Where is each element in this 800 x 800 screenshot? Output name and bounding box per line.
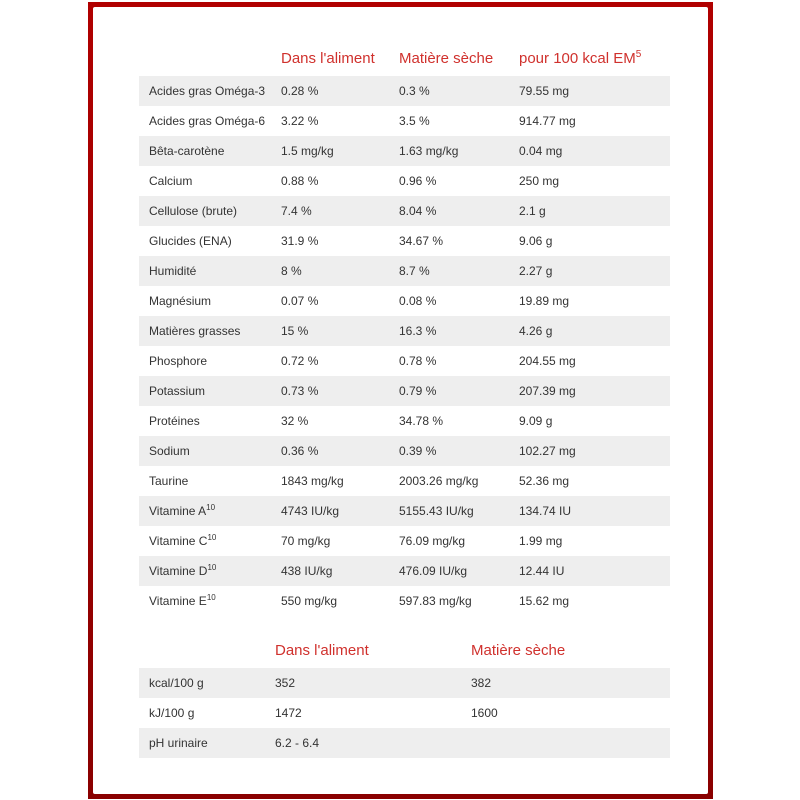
energy-in-food <box>275 698 471 728</box>
energy-in-food-text: 1472 <box>275 706 302 720</box>
energy-name-text: kJ/100 g <box>149 706 195 720</box>
nutrient-dry-matter <box>399 226 519 256</box>
nutrient-per-100-kcal-text: 4.26 g <box>519 324 553 338</box>
nutrient-per-100-kcal <box>519 316 670 346</box>
nutrient-row <box>139 346 670 376</box>
nutrient-in-food-text: 70 mg/kg <box>281 534 331 548</box>
nutrient-in-food-text: 0.07 % <box>281 294 319 308</box>
nutrient-dry-matter-text: 2003.26 mg/kg <box>399 474 479 488</box>
nutrient-per-100-kcal-text: 1.99 mg <box>519 534 563 548</box>
energy-dry-matter <box>471 698 670 728</box>
nutrient-dry-matter-text: 76.09 mg/kg <box>399 534 466 548</box>
energy-dry-matter-text: 1600 <box>471 706 498 720</box>
nutrient-in-food-text: 0.88 % <box>281 174 319 188</box>
nutrient-in-food <box>281 376 399 406</box>
nutrient-per-100-kcal-text: 2.27 g <box>519 264 553 278</box>
nutrient-dry-matter <box>399 436 519 466</box>
red-frame <box>88 2 713 799</box>
nutrient-row <box>139 226 670 256</box>
nutrient-per-100-kcal-text: 15.62 mg <box>519 594 570 608</box>
nutrient-name <box>139 136 281 166</box>
nutrient-in-food-text: 550 mg/kg <box>281 594 338 608</box>
nutrient-dry-matter <box>399 496 519 526</box>
nutrient-dry-matter <box>399 586 519 616</box>
energy-table <box>139 633 670 758</box>
nutrient-per-100-kcal-text: 250 mg <box>519 174 560 188</box>
nutrient-name <box>139 436 281 466</box>
nutrient-in-food <box>281 136 399 166</box>
nutrient-row <box>139 496 670 526</box>
nutrient-dry-matter-text: 1.63 mg/kg <box>399 144 459 158</box>
nutrient-name <box>139 496 281 526</box>
nutrient-in-food-text: 8 % <box>281 264 302 278</box>
nutrient-dry-matter <box>399 406 519 436</box>
nutrient-in-food-text: 7.4 % <box>281 204 312 218</box>
nutrient-per-100-kcal <box>519 196 670 226</box>
nutrient-per-100-kcal <box>519 256 670 286</box>
nutrient-dry-matter-text: 0.39 % <box>399 444 437 458</box>
nutrient-name-text: Taurine <box>149 474 189 488</box>
nutrients-table <box>139 41 670 616</box>
nutrient-in-food-text: 3.22 % <box>281 114 319 128</box>
nutrient-in-food-text: 1.5 mg/kg <box>281 144 334 158</box>
nutrient-dry-matter-text: 34.78 % <box>399 414 444 428</box>
nutrient-dry-matter <box>399 196 519 226</box>
nutrient-name-text: Sodium <box>149 444 190 458</box>
nutrient-in-food <box>281 196 399 226</box>
nutrient-in-food <box>281 76 399 106</box>
nutrient-row <box>139 106 670 136</box>
nutrient-name-text: Vitamine D <box>149 564 208 578</box>
nutrient-name <box>139 286 281 316</box>
nutrient-name <box>139 466 281 496</box>
footnote-ref: 10 <box>206 593 216 602</box>
nutrient-in-food <box>281 496 399 526</box>
nutrient-per-100-kcal-text: 79.55 mg <box>519 84 570 98</box>
nutrient-per-100-kcal-text: 204.55 mg <box>519 354 576 368</box>
nutrient-dry-matter-text: 0.78 % <box>399 354 437 368</box>
nutrient-row <box>139 526 670 556</box>
nutrient-per-100-kcal <box>519 106 670 136</box>
nutrient-dry-matter-text: 5155.43 IU/kg <box>399 504 474 518</box>
nutrient-dry-matter-text: 0.08 % <box>399 294 437 308</box>
nutrient-dry-matter-text: 16.3 % <box>399 324 437 338</box>
nutrient-row <box>139 466 670 496</box>
nutrient-name <box>139 346 281 376</box>
nutrient-name-text: Vitamine C <box>149 534 208 548</box>
energy-name <box>139 668 275 698</box>
nutrient-in-food <box>281 346 399 376</box>
nutrient-row <box>139 316 670 346</box>
nutrient-in-food <box>281 286 399 316</box>
energy-in-food-text: 6.2 - 6.4 <box>275 736 320 750</box>
nutrient-per-100-kcal <box>519 166 670 196</box>
nutrient-in-food-text: 4743 IU/kg <box>281 504 340 518</box>
nutrient-per-100-kcal <box>519 556 670 586</box>
nutrient-dry-matter <box>399 526 519 556</box>
nutrient-dry-matter-text: 8.7 % <box>399 264 430 278</box>
nutrient-per-100-kcal <box>519 406 670 436</box>
nutrient-name <box>139 166 281 196</box>
nutrient-per-100-kcal-text: 19.89 mg <box>519 294 570 308</box>
nutrient-name <box>139 106 281 136</box>
nutrient-per-100-kcal-text: 102.27 mg <box>519 444 576 458</box>
nutrient-in-food <box>281 106 399 136</box>
nutrient-per-100-kcal-text: 12.44 IU <box>519 564 565 578</box>
nutrient-dry-matter-text: 0.3 % <box>399 84 430 98</box>
nutrient-in-food <box>281 316 399 346</box>
energy-dry-matter-text: 382 <box>471 676 492 690</box>
nutrient-name-text: Phosphore <box>149 354 208 368</box>
nutrient-per-100-kcal <box>519 496 670 526</box>
content-panel <box>93 7 708 794</box>
header-footnote-ref: 5 <box>635 49 642 60</box>
nutrient-name-text: Vitamine A <box>149 504 207 518</box>
nutrient-row <box>139 196 670 226</box>
nutrient-name-text: Matières grasses <box>149 324 241 338</box>
nutrient-per-100-kcal <box>519 436 670 466</box>
nutrient-name <box>139 526 281 556</box>
energy-header-in-food: Dans l'aliment <box>275 642 369 659</box>
energy-name-text: kcal/100 g <box>149 676 204 690</box>
nutrient-row <box>139 376 670 406</box>
footnote-ref: 10 <box>207 563 217 572</box>
header-per-100-kcal <box>519 41 670 76</box>
nutrient-row <box>139 256 670 286</box>
nutrient-row <box>139 406 670 436</box>
footnote-ref: 10 <box>207 533 217 542</box>
nutrient-name <box>139 256 281 286</box>
nutrient-name <box>139 376 281 406</box>
nutrient-per-100-kcal-text: 914.77 mg <box>519 114 576 128</box>
nutrient-in-food <box>281 166 399 196</box>
nutrient-name-text: Vitamine E <box>149 594 207 608</box>
nutrient-in-food <box>281 226 399 256</box>
energy-header-row <box>139 633 670 668</box>
nutrient-dry-matter-text: 8.04 % <box>399 204 437 218</box>
nutrient-in-food <box>281 466 399 496</box>
header-dry-matter: Matière sèche <box>399 50 494 67</box>
nutrient-name-text: Calcium <box>149 174 193 188</box>
nutrient-dry-matter-text: 0.79 % <box>399 384 437 398</box>
nutrient-per-100-kcal <box>519 226 670 256</box>
nutrient-in-food-text: 31.9 % <box>281 234 319 248</box>
nutrient-dry-matter-text: 3.5 % <box>399 114 430 128</box>
nutrient-in-food-text: 1843 mg/kg <box>281 474 344 488</box>
nutrient-name-text: Humidité <box>149 264 197 278</box>
nutrient-row <box>139 286 670 316</box>
nutrient-dry-matter <box>399 346 519 376</box>
nutrient-per-100-kcal-text: 2.1 g <box>519 204 546 218</box>
nutrient-in-food-text: 0.36 % <box>281 444 319 458</box>
nutrient-name-text: Potassium <box>149 384 206 398</box>
nutrient-in-food <box>281 526 399 556</box>
nutrient-per-100-kcal <box>519 526 670 556</box>
energy-header-name <box>139 633 275 668</box>
nutrient-name-text: Bêta-carotène <box>149 144 225 158</box>
nutrient-dry-matter <box>399 76 519 106</box>
header-nutrient <box>139 41 281 76</box>
nutrient-dry-matter-text: 476.09 IU/kg <box>399 564 468 578</box>
nutrient-dry-matter-text: 0.96 % <box>399 174 437 188</box>
nutrient-per-100-kcal-text: 0.04 mg <box>519 144 563 158</box>
header-per-100-kcal-label: pour 100 kcal EM <box>519 50 636 67</box>
nutrient-dry-matter <box>399 316 519 346</box>
nutrient-name-text: Cellulose (brute) <box>149 204 238 218</box>
energy-dry-matter <box>471 728 670 758</box>
nutrient-per-100-kcal-text: 9.09 g <box>519 414 553 428</box>
energy-dry-matter <box>471 668 670 698</box>
nutrient-name <box>139 406 281 436</box>
nutrient-in-food <box>281 256 399 286</box>
nutrients-header-row <box>139 41 670 76</box>
energy-row <box>139 668 670 698</box>
nutrient-dry-matter <box>399 166 519 196</box>
nutrient-per-100-kcal <box>519 466 670 496</box>
nutrient-per-100-kcal <box>519 286 670 316</box>
nutrient-dry-matter <box>399 466 519 496</box>
nutrient-row <box>139 136 670 166</box>
energy-in-food <box>275 728 471 758</box>
nutrient-per-100-kcal-text: 9.06 g <box>519 234 553 248</box>
nutrient-name <box>139 586 281 616</box>
nutrient-name <box>139 226 281 256</box>
nutrient-row <box>139 556 670 586</box>
nutrient-per-100-kcal <box>519 586 670 616</box>
nutrient-per-100-kcal-text: 207.39 mg <box>519 384 576 398</box>
nutrient-name-text: Protéines <box>149 414 200 428</box>
energy-name <box>139 698 275 728</box>
nutrient-in-food <box>281 586 399 616</box>
nutrient-name-text: Magnésium <box>149 294 212 308</box>
nutrient-in-food <box>281 556 399 586</box>
nutrient-dry-matter <box>399 256 519 286</box>
nutrient-per-100-kcal <box>519 376 670 406</box>
nutrient-in-food-text: 0.73 % <box>281 384 319 398</box>
nutrient-dry-matter-text: 34.67 % <box>399 234 444 248</box>
nutrient-in-food-text: 438 IU/kg <box>281 564 333 578</box>
nutrient-row <box>139 76 670 106</box>
nutrient-name <box>139 556 281 586</box>
energy-in-food <box>275 668 471 698</box>
energy-header-dry-matter: Matière sèche <box>471 642 566 659</box>
nutrient-name <box>139 76 281 106</box>
energy-name <box>139 728 275 758</box>
nutrient-in-food <box>281 436 399 466</box>
nutrient-dry-matter <box>399 556 519 586</box>
nutrient-per-100-kcal <box>519 76 670 106</box>
nutrient-name-text: Acides gras Oméga-6 <box>149 114 266 128</box>
energy-in-food-text: 352 <box>275 676 296 690</box>
nutrient-in-food <box>281 406 399 436</box>
nutrient-dry-matter <box>399 286 519 316</box>
energy-row <box>139 728 670 758</box>
nutrient-name <box>139 316 281 346</box>
nutrient-row <box>139 166 670 196</box>
nutrient-per-100-kcal <box>519 346 670 376</box>
nutrient-name <box>139 196 281 226</box>
nutrient-dry-matter <box>399 376 519 406</box>
nutrient-row <box>139 586 670 616</box>
nutrient-per-100-kcal-text: 52.36 mg <box>519 474 570 488</box>
footnote-ref: 10 <box>206 503 216 512</box>
nutrient-name-text: Acides gras Oméga-3 <box>149 84 266 98</box>
nutrient-per-100-kcal <box>519 136 670 166</box>
nutrient-in-food-text: 0.28 % <box>281 84 319 98</box>
nutrient-dry-matter <box>399 106 519 136</box>
energy-name-text: pH urinaire <box>149 736 208 750</box>
nutrient-name-text: Glucides (ENA) <box>149 234 232 248</box>
energy-row <box>139 698 670 728</box>
nutrient-in-food-text: 32 % <box>281 414 309 428</box>
nutrient-in-food-text: 15 % <box>281 324 309 338</box>
header-in-food: Dans l'aliment <box>281 50 375 67</box>
nutrient-dry-matter-text: 597.83 mg/kg <box>399 594 472 608</box>
nutrient-dry-matter <box>399 136 519 166</box>
nutrient-per-100-kcal-text: 134.74 IU <box>519 504 572 518</box>
nutrient-row <box>139 436 670 466</box>
nutrient-in-food-text: 0.72 % <box>281 354 319 368</box>
